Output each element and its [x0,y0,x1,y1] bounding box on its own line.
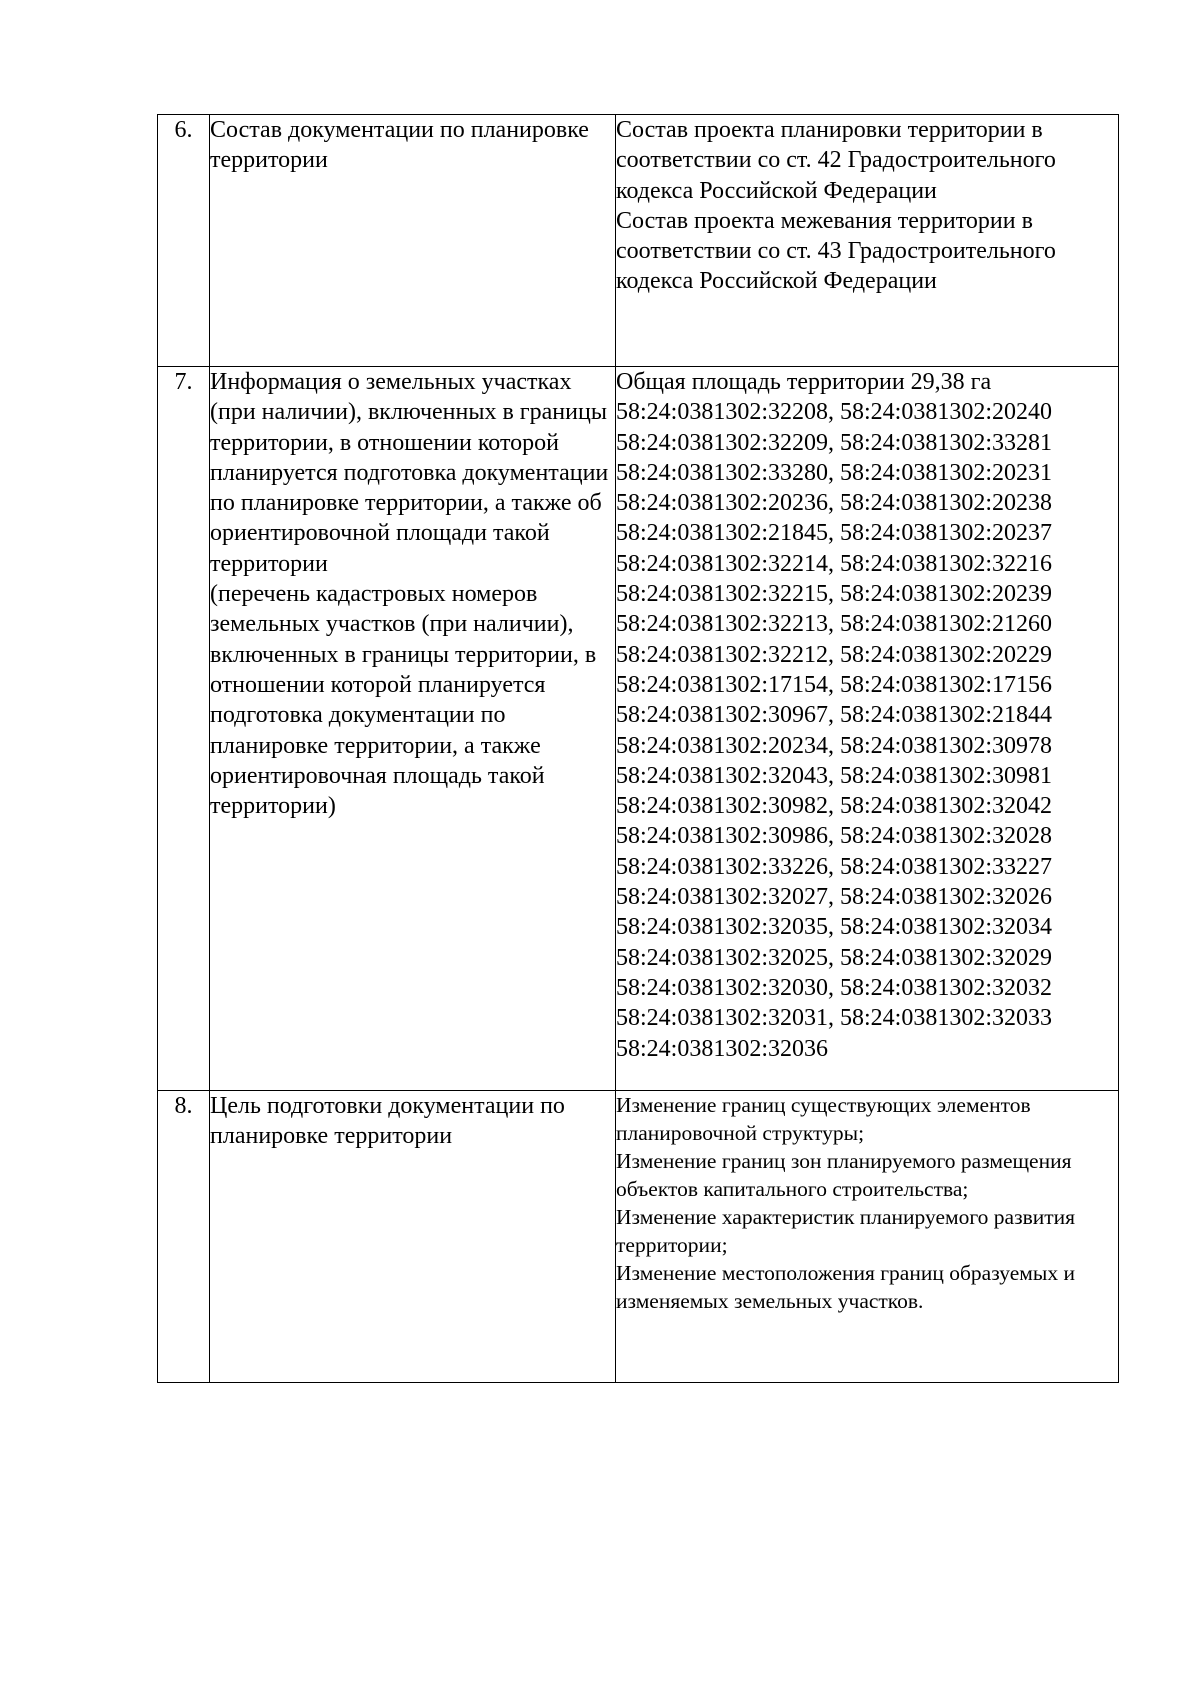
title-line: (перечень кадастровых номеров земельных участков (при наличии), включенных в границы территории, в отношении которой планируется подготовка документации по планировке территории, а также ориентировочная площадь такой территории) [210,581,603,820]
cadastral-number-line: 58:24:0381302:32043, 58:24:0381302:30981 [616,762,1053,789]
row-value [616,1091,1119,1383]
value-line: Изменение границ существующих элементов планировочной структуры; [616,1093,1036,1145]
row-title: Состав документации по планировке территории [210,115,616,367]
value-line: Изменение границ зон планируемого размещения объектов капитального строительства; [616,1149,1077,1201]
cadastral-number-line: 58:24:0381302:32030, 58:24:0381302:32032 [616,974,1053,1001]
cadastral-number-line: 58:24:0381302:30967, 58:24:0381302:21844 [616,702,1053,729]
cadastral-number-line: 58:24:0381302:32209, 58:24:0381302:33281 [616,429,1053,456]
cadastral-number-line: 58:24:0381302:33280, 58:24:0381302:20231 [616,459,1053,486]
row-number: 8. [158,1091,210,1383]
row-number: 6. [158,115,210,367]
total-area: Общая площадь территории 29,38 га [616,369,992,395]
cadastral-number-line: 58:24:0381302:32036 [616,1035,829,1062]
cadastral-number-line: 58:24:0381302:32025, 58:24:0381302:32029 [616,944,1053,971]
value-line: Состав проекта планировки территории в соответствии со ст. 42 Градостроительного кодекса Российской Федерации [616,117,1062,204]
row-value [616,367,1119,1091]
cadastral-number-line: 58:24:0381302:30986, 58:24:0381302:32028 [616,823,1053,850]
cadastral-number-line: 58:24:0381302:32031, 58:24:0381302:32033 [616,1005,1053,1032]
row-title: Цель подготовки документации по планировке территории [210,1091,616,1383]
cadastral-number-line: 58:24:0381302:32215, 58:24:0381302:20239 [616,581,1053,608]
title-line: Информация о земельных участках (при наличии), включенных в границы территории, в отношении которой планируется подготовка документации по планировке территории, а также об ориентировочной площади такой территории [210,369,615,577]
row-number: 7. [158,367,210,1091]
cadastral-number-line: 58:24:0381302:32213, 58:24:0381302:21260 [616,611,1053,638]
cadastral-number-line: 58:24:0381302:21845, 58:24:0381302:20237 [616,520,1053,547]
value-line: Состав проекта межевания территории в соответствии со ст. 43 Градостроительного кодекса Российской Федерации [616,207,1062,295]
table-row-7 [158,367,1119,1091]
value-line: Изменение характеристик планируемого развития территории; [616,1205,1081,1257]
value-line: Изменение местоположения границ образуемых и изменяемых земельных участков. [616,1261,1081,1313]
row-title [210,367,616,1091]
table-row-8 [158,1091,1119,1383]
row-value [616,115,1119,367]
cadastral-number-line: 58:24:0381302:20234, 58:24:0381302:30978 [616,732,1053,759]
planning-documentation-table [157,114,1119,1383]
cadastral-number-list [616,397,1118,1064]
cadastral-number-line: 58:24:0381302:17154, 58:24:0381302:17156 [616,671,1053,698]
cadastral-number-line: 58:24:0381302:32212, 58:24:0381302:20229 [616,641,1053,668]
cadastral-number-line: 58:24:0381302:32208, 58:24:0381302:20240 [616,399,1053,426]
cadastral-number-line: 58:24:0381302:32214, 58:24:0381302:32216 [616,550,1053,577]
table-row-6 [158,115,1119,367]
cadastral-number-line: 58:24:0381302:32035, 58:24:0381302:32034 [616,914,1053,941]
cadastral-number-line: 58:24:0381302:33226, 58:24:0381302:33227 [616,853,1053,880]
cadastral-number-line: 58:24:0381302:30982, 58:24:0381302:32042 [616,793,1053,820]
cadastral-number-line: 58:24:0381302:32027, 58:24:0381302:32026 [616,884,1053,911]
cadastral-number-line: 58:24:0381302:20236, 58:24:0381302:20238 [616,490,1053,517]
